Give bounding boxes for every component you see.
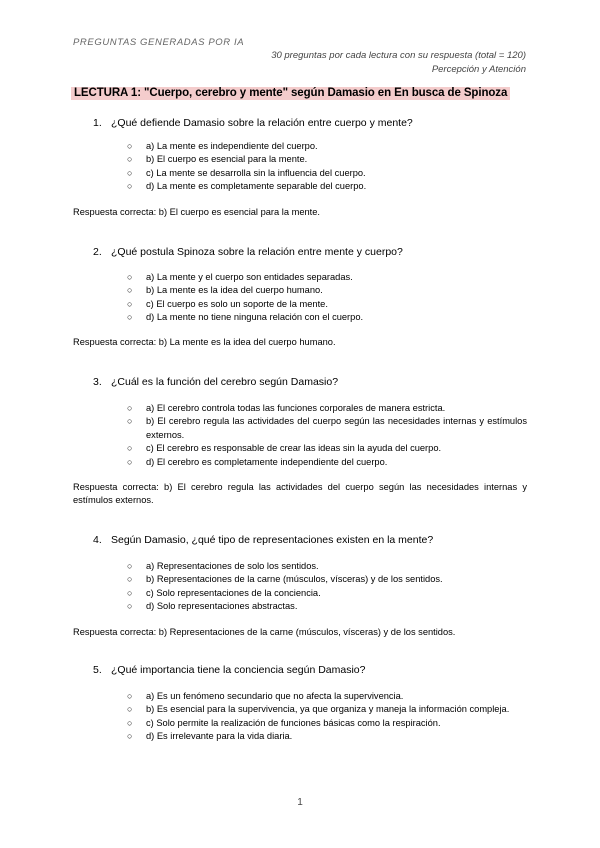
answer-4: Respuesta correcta: b) Representaciones de la carne (músculos, vísceras) y de los sentidos. bbox=[73, 627, 456, 637]
option-item: ○ b) El cerebro regula las actividades del cuerpo según las necesidades internas y estímulos externos. bbox=[127, 416, 527, 440]
header-subtitle: 30 preguntas por cada lectura con su respuesta (total = 120) bbox=[271, 50, 526, 61]
option-item: ○ b) El cuerpo es esencial para la mente. bbox=[127, 153, 527, 166]
option-item: ○ c) La mente se desarrolla sin la influencia del cuerpo. bbox=[127, 167, 527, 180]
question-text: ¿Cuál es la función del cerebro según Damasio? bbox=[111, 376, 339, 388]
question-4 bbox=[93, 534, 433, 546]
question-text: ¿Qué defiende Damasio sobre la relación entre cuerpo y mente? bbox=[111, 117, 413, 129]
circle-bullet-icon: ○ bbox=[127, 154, 133, 165]
option-item: ○ a) La mente y el cuerpo son entidades separadas. bbox=[127, 271, 527, 284]
question-number: 4. bbox=[93, 534, 102, 546]
options-list-1 bbox=[127, 140, 527, 194]
circle-bullet-icon: ○ bbox=[127, 587, 133, 598]
circle-bullet-icon: ○ bbox=[127, 403, 133, 413]
circle-bullet-icon: ○ bbox=[127, 312, 133, 323]
circle-bullet-icon: ○ bbox=[127, 416, 133, 427]
option-item: ○ c) Solo permite la realización de funciones básicas como la respiración. bbox=[127, 717, 527, 730]
question-3 bbox=[93, 376, 338, 388]
header-course: Percepción y Atención bbox=[431, 64, 526, 75]
option-item: ○ a) Es un fenómeno secundario que no afecta la supervivencia. bbox=[127, 690, 527, 703]
circle-bullet-icon: ○ bbox=[127, 456, 133, 467]
option-item: ○ d) La mente no tiene ninguna relación con el cuerpo. bbox=[127, 311, 527, 324]
question-1 bbox=[93, 117, 413, 129]
answer-3: Respuesta correcta: b) El cerebro regula las actividades del cuerpo según las necesidades internas y estímulos externos. bbox=[73, 482, 527, 506]
question-5 bbox=[93, 664, 365, 676]
option-item: ○ b) Representaciones de la carne (músculos, vísceras) y de los sentidos. bbox=[127, 573, 527, 586]
option-item: ○ c) Solo representaciones de la conciencia. bbox=[127, 587, 527, 600]
header-title: PREGUNTAS GENERADAS POR IA bbox=[73, 37, 245, 48]
circle-bullet-icon: ○ bbox=[127, 443, 133, 454]
page-number: 1 bbox=[297, 797, 303, 808]
question-number: 1. bbox=[93, 117, 102, 129]
circle-bullet-icon: ○ bbox=[127, 691, 133, 701]
option-item: ○ d) Es irrelevante para la vida diaria. bbox=[127, 730, 527, 743]
circle-bullet-icon: ○ bbox=[127, 285, 133, 296]
circle-bullet-icon: ○ bbox=[127, 704, 133, 715]
question-number: 3. bbox=[93, 376, 102, 388]
question-number: 2. bbox=[93, 246, 102, 258]
option-item: ○ c) El cerebro es responsable de crear las ideas sin la ayuda del cuerpo. bbox=[127, 442, 527, 455]
answer-2: Respuesta correcta: b) La mente es la idea del cuerpo humano. bbox=[73, 337, 336, 347]
circle-bullet-icon: ○ bbox=[127, 141, 133, 151]
circle-bullet-icon: ○ bbox=[127, 717, 133, 728]
option-item: ○ d) La mente es completamente separable del cuerpo. bbox=[127, 180, 527, 193]
options-list-3 bbox=[127, 402, 527, 469]
lectura-title: LECTURA 1: "Cuerpo, cerebro y mente" según Damasio en En busca de Spinoza bbox=[71, 87, 510, 100]
option-item: ○ a) Representaciones de solo los sentidos. bbox=[127, 560, 527, 573]
options-list-5 bbox=[127, 690, 527, 744]
circle-bullet-icon: ○ bbox=[127, 181, 133, 192]
answer-1: Respuesta correcta: b) El cuerpo es esencial para la mente. bbox=[73, 207, 321, 217]
options-list-2 bbox=[127, 271, 527, 325]
circle-bullet-icon: ○ bbox=[127, 167, 133, 178]
circle-bullet-icon: ○ bbox=[127, 731, 133, 742]
circle-bullet-icon: ○ bbox=[127, 298, 133, 309]
question-number: 5. bbox=[93, 664, 102, 676]
option-item: ○ d) Solo representaciones abstractas. bbox=[127, 600, 527, 613]
option-item: ○ b) La mente es la idea del cuerpo humano. bbox=[127, 284, 527, 297]
question-text: Según Damasio, ¿qué tipo de representaciones existen en la mente? bbox=[111, 534, 434, 546]
option-item: ○ b) Es esencial para la supervivencia, ya que organiza y maneja la información compleja. bbox=[127, 703, 527, 716]
circle-bullet-icon: ○ bbox=[127, 574, 133, 585]
option-item: ○ a) La mente es independiente del cuerpo. bbox=[127, 140, 527, 153]
question-text: ¿Qué postula Spinoza sobre la relación entre mente y cuerpo? bbox=[111, 246, 403, 258]
circle-bullet-icon: ○ bbox=[127, 561, 133, 571]
option-item: ○ a) El cerebro controla todas las funciones corporales de manera estricta. bbox=[127, 402, 527, 415]
option-item: ○ d) El cerebro es completamente independiente del cuerpo. bbox=[127, 456, 527, 469]
option-item: ○ c) El cuerpo es solo un soporte de la mente. bbox=[127, 298, 527, 311]
question-2 bbox=[93, 246, 403, 258]
circle-bullet-icon: ○ bbox=[127, 272, 133, 282]
question-text: ¿Qué importancia tiene la conciencia según Damasio? bbox=[111, 664, 366, 676]
options-list-4 bbox=[127, 560, 527, 614]
circle-bullet-icon: ○ bbox=[127, 601, 133, 612]
